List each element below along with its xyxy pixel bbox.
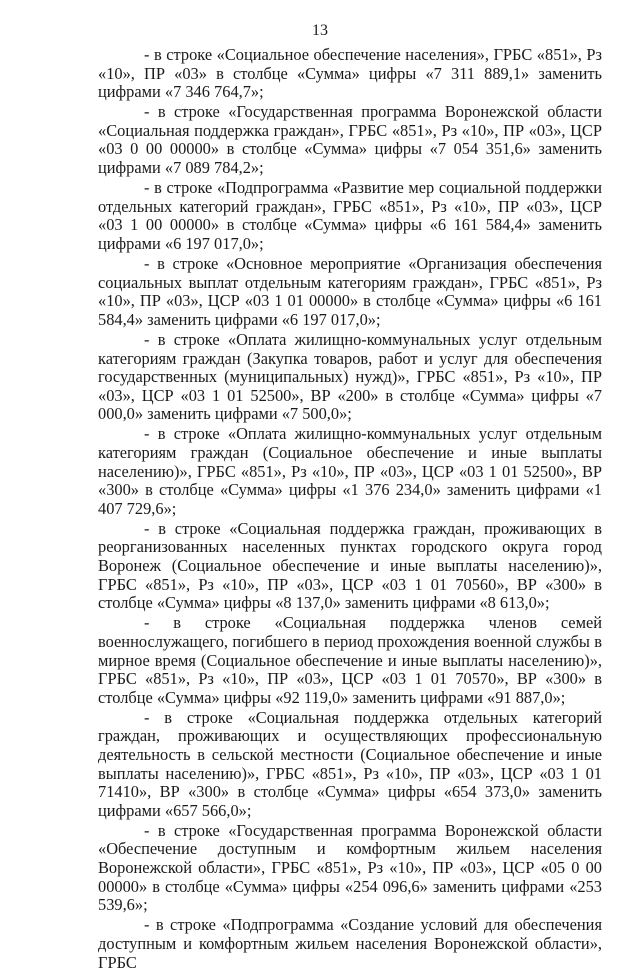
paragraph-6: - в строке «Оплата жилищно-коммунальных услуг отдельным категориям граждан (Социальное обеспечение и иные выплаты населению)», ГРБС «851», Рз «10», ПР «03», ЦСР «03 1 01 52500», ВР «300» в столбце «Сумма» цифры «1 376 234,0» заменить цифрами «1 407 729,6»; [98, 424, 602, 518]
paragraph-5: - в строке «Оплата жилищно-коммунальных услуг отдельным категориям граждан (Закупка товаров, работ и услуг для обеспечения государственных (муниципальных) нужд)», ГРБС «851», Рз «10», ПР «03», ЦСР «03 1 01 52500», ВР «200» в столбце «Сумма» цифры «7 000,0» заменить цифрами «7 500,0»; [98, 329, 602, 424]
paragraph-1: - в строке «Социальное обеспечение населения», ГРБС «851», Рз «10», ПР «03» в столбце «Сумма» цифры «7 311 889,1» заменить цифрами «7 346 764,7»; [98, 45, 602, 102]
paragraph-4: - в строке «Основное мероприятие «Организация обеспечения социальных выплат отдельным категориям граждан», ГРБС «851», Рз «10», ПР «03», ЦСР «03 1 01 00000» в столбце «Сумма» цифры «6 161 584,4» заменить цифрами «6 197 017,0»; [98, 254, 602, 329]
paragraph-7: - в строке «Социальная поддержка граждан, проживающих в реорганизованных населенных пунктах городского округа город Воронеж (Социальное обеспечение и иные выплаты населению)», ГРБС «851», Рз «10», ПР «03», ЦСР «03 1 01 70560», ВР «300» в столбце «Сумма» цифры «8 137,0» заменить цифрами «8 613,0»; [98, 518, 602, 613]
paragraph-10: - в строке «Государственная программа Воронежской области «Обеспечение доступным и комфортным жильем населения Воронежской области», ГРБС «851», Рз «10», ПР «03», ЦСР «05 0 00 00000» в столбце «Сумма» цифры «254 096,6» заменить цифрами «253 539,6»; [98, 820, 602, 915]
paragraph-8: - в строке «Социальная поддержка членов семей военнослужащего, погибшего в период прохождения военной службы в мирное время (Социальное обеспечение и иные выплаты населению)», ГРБС «851», Рз «10», ПР «03», ЦСР «03 1 01 70570», ВР «300» в столбце «Сумма» цифры «92 119,0» заменить цифрами «91 887,0»; [98, 613, 602, 707]
paragraph-9: - в строке «Социальная поддержка отдельных категорий граждан, проживающих и осуществляющих профессиональную деятельность в сельской местности (Социальное обеспечение и иные выплаты населению)», ГРБС «851», Рз «10», ПР «03», ЦСР «03 1 01 71410», ВР «300» в столбце «Сумма» цифры «654 373,0» заменить цифрами «657 566,0»; [98, 707, 602, 820]
paragraph-11: - в строке «Подпрограмма «Создание условий для обеспечения доступным и комфортным жильем населения Воронежской области», ГРБС [98, 915, 602, 972]
paragraph-3: - в строке «Подпрограмма «Развитие мер социальной поддержки отдельных категорий граждан», ГРБС «851», Рз «10», ПР «03», ЦСР «03 1 00 00000» в столбце «Сумма» цифры «6 161 584,4» заменить цифрами «6 197 017,0»; [98, 178, 602, 253]
paragraph-2: - в строке «Государственная программа Воронежской области «Социальная поддержка граждан», ГРБС «851», Рз «10», ПР «03», ЦСР «03 0 00 00000» в столбце «Сумма» цифры «7 054 351,6» заменить цифрами «7 089 784,2»; [98, 102, 602, 178]
document-body [98, 46, 602, 974]
page-number: 13 [312, 22, 328, 39]
